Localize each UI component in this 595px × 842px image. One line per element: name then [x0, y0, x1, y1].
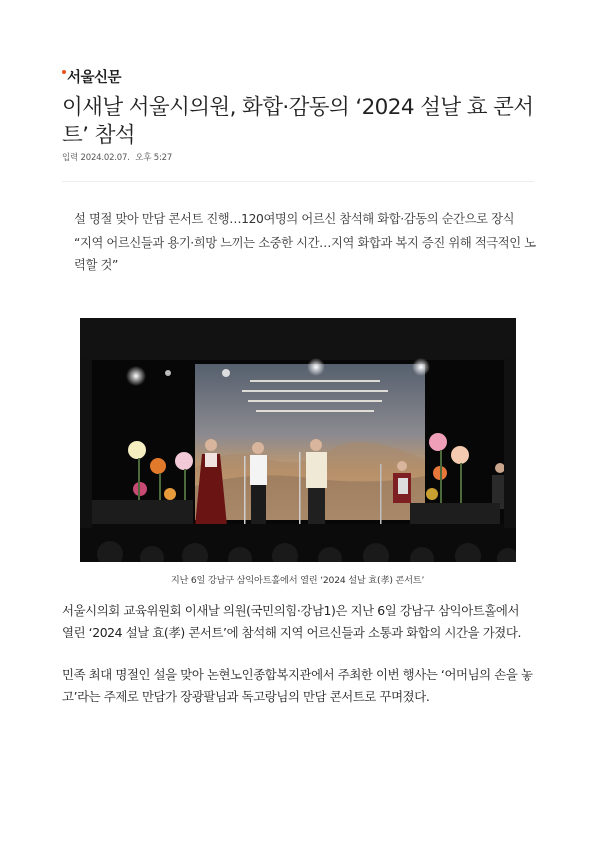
article-body — [62, 600, 534, 728]
publication-name: 서울신문 — [67, 70, 122, 86]
article-byline — [62, 151, 172, 163]
summary-line: 설 명절 맞아 만담 콘서트 진행…120여명의 어르신 참석해 화합·감동의 순간으로 장식 — [74, 212, 515, 226]
body-paragraph: 서울시의회 교육위원회 이새날 의원(국민의힘·강남1)은 지난 6일 강남구 삼익아트홀에서 열린 ‘2024 설날 효(孝) 콘서트’에 참석해 지역 어르신들과 소통과 화합의 시간을 가졌다. — [62, 603, 521, 640]
photo-caption: 지난 6일 강남구 삼익아트홀에서 열린 ‘2024 설날 효(孝) 콘서트’ — [170, 575, 425, 586]
header-divider — [62, 181, 534, 182]
summary-line: “지역 어르신들과 용기·희망 느끼는 소중한 시간…지역 화합과 복지 증진 위해 적극적인 노력할 것” — [74, 236, 536, 272]
article-title: 이새날 서울시의원, 화합·감동의 ‘2024 설날 효 콘서트’ 참석 — [62, 95, 534, 148]
body-paragraph: 민족 최대 명절인 설을 맞아 논현노인종합복지관에서 주최한 이번 행사는 ‘어머님의 손을 놓고’라는 주제로 만담가 장광팔님과 독고랑님의 만담 콘서트로 꾸며졌다. — [62, 667, 533, 704]
article-summary — [74, 208, 536, 278]
logo-accent-dot — [62, 70, 66, 74]
article-photo[interactable] — [80, 318, 516, 562]
publication-logo[interactable] — [62, 68, 121, 88]
byline-time: 오후 5:27 — [135, 153, 173, 163]
byline-label: 입력 — [62, 153, 79, 163]
performer-white-jacket — [306, 439, 327, 527]
byline-date: 2024.02.07. — [80, 153, 130, 163]
